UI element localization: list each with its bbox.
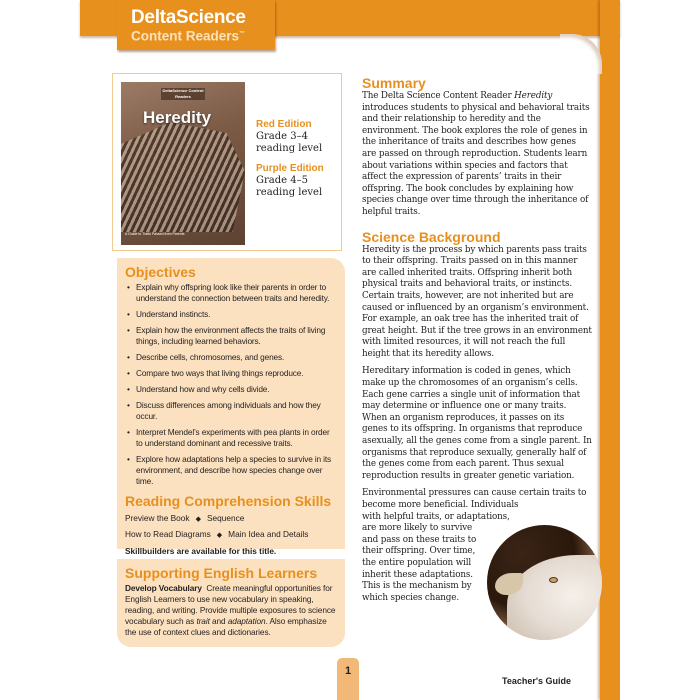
eagle-eye xyxy=(549,577,558,583)
eagle-head xyxy=(507,555,602,640)
skills-row: How to Read Diagrams ◆ Main Idea and Details xyxy=(125,529,309,539)
skills-row: Preview the Book ◆ Sequence xyxy=(125,513,245,523)
right-edge-bar xyxy=(600,0,620,700)
bullet-icon: • xyxy=(127,325,130,335)
diamond-icon: ◆ xyxy=(195,516,201,523)
page-number: 1 xyxy=(337,658,359,700)
editions-list xyxy=(256,119,341,207)
objectives-panel xyxy=(117,258,345,556)
objective-item: • Explain why offspring look like their parents in order to understand the connection between traits and heredity. xyxy=(127,282,330,303)
book-cover-image xyxy=(121,82,245,245)
brand-logo xyxy=(117,0,275,50)
objective-item: • Interpret Mendel’s experiments with pea plants in order to understand dominant and recessive traits. xyxy=(127,427,330,448)
edition-red xyxy=(256,119,341,155)
edition-purple xyxy=(256,163,341,199)
zebra-image xyxy=(121,122,245,232)
edition-level: reading level xyxy=(256,143,323,154)
objective-item: • Understand how and why cells divide. xyxy=(127,384,270,394)
objective-item: • Explain how the environment affects the traits of living things, including learned behaviors. xyxy=(127,325,326,346)
reading-comprehension-title: Reading Comprehension Skills xyxy=(125,493,332,509)
main-column xyxy=(362,75,592,604)
bullet-icon: • xyxy=(127,427,130,437)
edition-grade: Grade 4–5 xyxy=(256,175,308,186)
background-paragraph: Hereditary information is coded in genes, which make up the chromosomes of an organism’s cells. Each gene carries a single unit of information that may determine or influence one or many traits. When an organism reproduces, it passes on its genes to its offspring. In organisms that reproduce asexually, all the genes come from a single parent. In organisms that reproduce sexually, generally half of the genes come from each parent. Thus sexual reproduction results in greater genetic variation. xyxy=(362,366,592,481)
bullet-icon: • xyxy=(127,309,130,319)
cover-brand: DeltaScience Content Readers xyxy=(162,88,204,99)
background-paragraph: Environmental pressures can cause certain traits to become more beneficial. Individuals xyxy=(362,488,587,510)
background-paragraph: Heredity is the process by which parents pass traits to their offspring. Traits passed on in this manner are called inherited traits. Offspring inherit both physical traits and behavioral traits, or instincts. Certain traits, however, are not inherited but are caused or influenced by an organism’s environment. For example, an oak tree has the inherited trait of great height. But if the tree grows in an environment with limited resources, it will not reach the full height that its heredity allows. xyxy=(362,244,592,359)
objective-item: • Describe cells, chromosomes, and genes. xyxy=(127,352,285,362)
edition-level: reading level xyxy=(256,187,323,198)
summary-text: The Delta Science Content Reader Heredity introduces students to physical and behavioral traits and their relationship to heredity and the environment. The book explores the role of genes in the inheritance of traits and describes how genes are passed on through reproduction. Students learn about variations within species and factors that affect the expression of parents’ traits in their offspring. The book concludes by explaining how species change over time through the inheritance of helpful traits. xyxy=(362,91,590,217)
brand-subtitle: Content Readers™ xyxy=(131,28,246,44)
objective-item: • Explore how adaptations help a species to survive in its environment, and describe how species change over time. xyxy=(127,454,331,486)
edition-grade: Grade 3–4 xyxy=(256,131,308,142)
cover-title: Heredity xyxy=(143,108,212,127)
footer-label: Teacher's Guide xyxy=(502,676,571,686)
brand-name: DeltaScience xyxy=(131,7,246,28)
bullet-icon: • xyxy=(127,368,130,378)
edition-name: Red Edition xyxy=(256,119,312,130)
objective-item: • Discuss differences among individuals and how they occur. xyxy=(127,400,321,421)
english-learners-title: Supporting English Learners xyxy=(125,565,318,581)
objectives-title: Objectives xyxy=(125,264,196,280)
bullet-icon: • xyxy=(127,454,130,464)
science-background-title: Science Background xyxy=(362,228,501,245)
english-learners-text: Develop Vocabulary Create meaningful opportunities for English Learners to use new vocabulary in speaking, reading, and writing. Provide multiple exposures to science vocabulary such as trait and adaptation. Also emphasize the use of context clues and dictionaries. xyxy=(125,583,336,637)
book-cover-panel xyxy=(112,73,342,251)
objective-item: • Compare two ways that living things reproduce. xyxy=(127,368,304,378)
eagle-photo xyxy=(487,525,602,640)
cover-footer: A Guide to Traits Passed from Parents xyxy=(125,232,185,236)
header-corner xyxy=(560,34,602,74)
diamond-icon: ◆ xyxy=(216,532,223,539)
bullet-icon: • xyxy=(127,282,130,292)
english-learners-panel xyxy=(117,559,345,647)
bullet-icon: • xyxy=(127,400,130,410)
objective-item: • Understand instincts. xyxy=(127,309,211,319)
bullet-icon: • xyxy=(127,352,130,362)
skillbuilders-note: Skillbuilders are available for this title. xyxy=(125,546,277,556)
background-wrap-text: with helpful traits, or adaptations, are more likely to survive and pass on these traits to their offspring. Over time, the entire population will inherit these adaptations. This is the mechanism by which species change. xyxy=(362,511,510,603)
summary-title: Summary xyxy=(362,75,426,91)
bullet-icon: • xyxy=(127,384,130,394)
objectives-list xyxy=(125,282,337,487)
edition-name: Purple Edition xyxy=(256,163,324,174)
